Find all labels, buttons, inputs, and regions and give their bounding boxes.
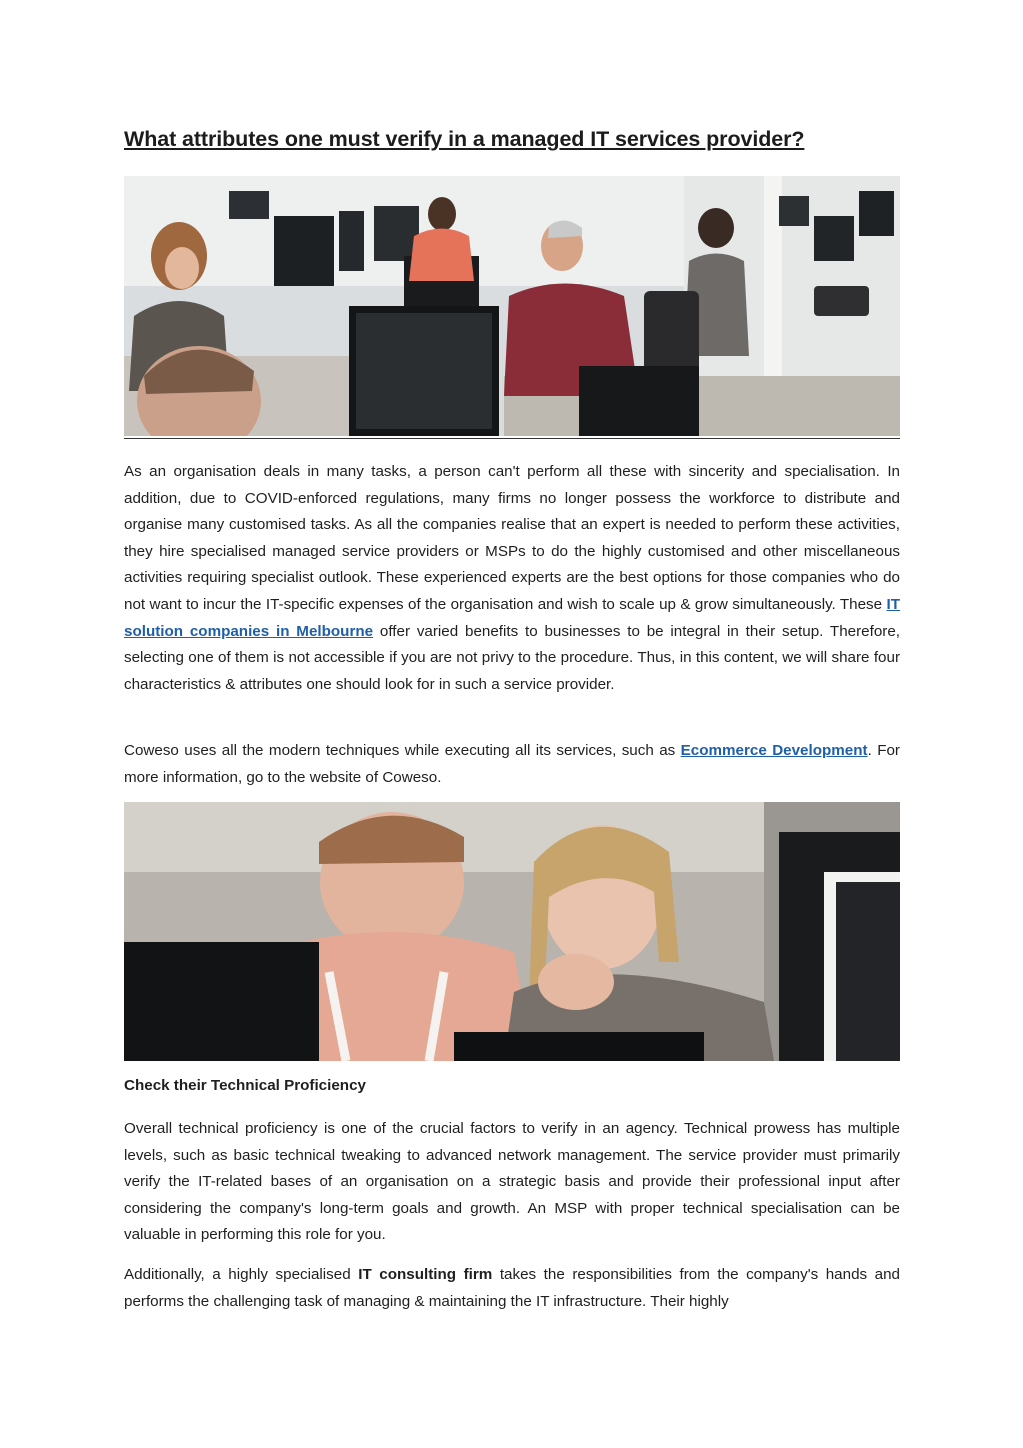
intro-paragraph — [124, 459, 900, 698]
colleagues-photo — [124, 802, 900, 1061]
proficiency-paragraph: Overall technical proficiency is one of the crucial factors to verify in an agency. Technical prowess has multiple levels, such as basic technical tweaking to advanced network management. The service provider must primarily verify the IT-related bases of an organisation on a strategic basis and provide their professional input after considering the company's long-term goals and growth. An MSP with proper technical specialisation can be valuable in performing this role for you. — [124, 1120, 900, 1244]
intro-text-end: offer varied benefits to businesses to be integral in their setup. Therefore, selecting one of them is not accessible if you are not privy to the procedure. Thus, in this content, we will share four characteristics & attributes one should look for in such a service provider. — [124, 622, 900, 693]
it-consulting-firm-bold: IT consulting firm — [358, 1266, 493, 1283]
consulting-text-end: takes the responsibilities from the company's hands and performs the challenging task of managing & maintaining the IT infrastructure. Their highly — [124, 1266, 900, 1310]
office-photo — [124, 176, 900, 436]
coweso-paragraph — [124, 738, 900, 791]
consulting-text-start: Additionally, a highly specialised — [124, 1266, 359, 1283]
section-heading: Check their Technical Proficiency — [124, 1077, 366, 1094]
ecommerce-development-link[interactable]: Ecommerce Development — [680, 742, 868, 759]
consulting-paragraph — [124, 1262, 900, 1315]
image-divider — [124, 438, 900, 439]
intro-text-start: As an organisation deals in many tasks, a person can't perform all these with sincerity and specialisation. In addition, due to COVID-enforced regulations, many firms no longer possess the workforce to distribute and organise many customised tasks. As all the companies realise that an expert is needed to perform these activities, they hire specialised managed service providers or MSPs to do the highly customised and other miscellaneous activities requiring specialist outlook. These experienced experts are the best options for those companies who do not want to incur the IT-specific expenses of the organisation and wish to scale up & grow simultaneously. These — [124, 463, 900, 613]
it-solution-companies-link[interactable]: IT solution companies in Melbourne — [124, 595, 900, 640]
coweso-text-start: Coweso uses all the modern techniques while executing all its services, such as — [124, 742, 681, 759]
coweso-text-end: . For more information, go to the website of Coweso. — [124, 742, 900, 786]
page-title: What attributes one must verify in a managed IT services provider? — [124, 127, 805, 151]
